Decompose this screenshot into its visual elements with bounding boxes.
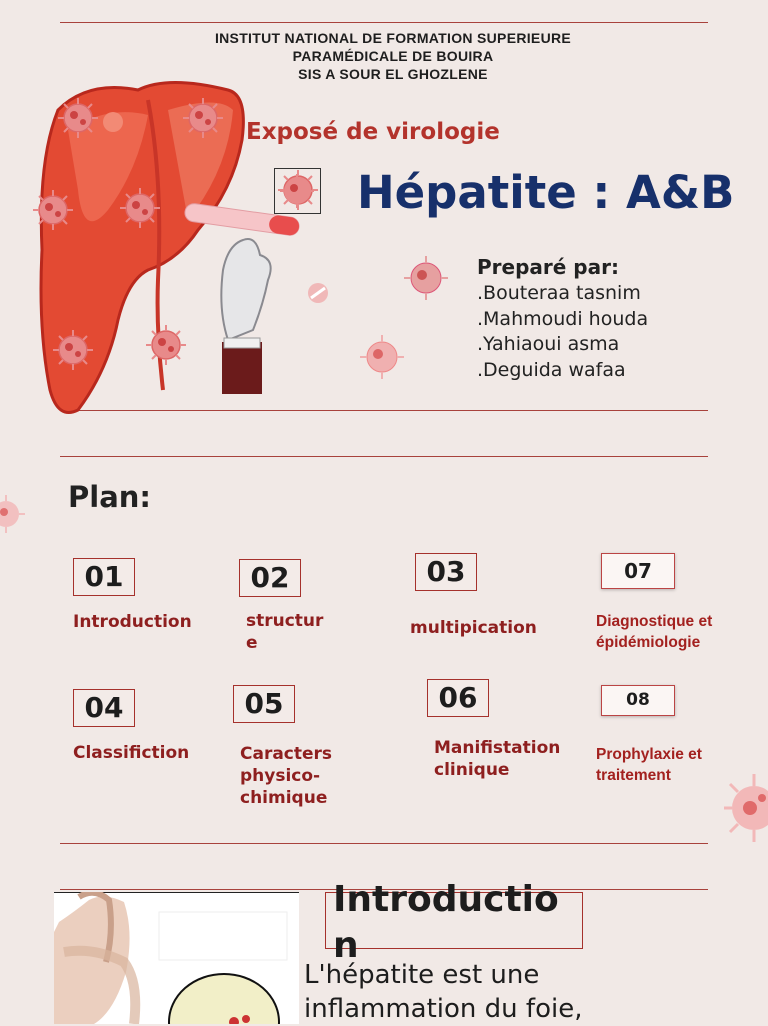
plan-item-label: Diagnostique et épidémiologie [596, 613, 713, 651]
plan-item-label: structur e [246, 611, 324, 653]
institution-line: PARAMÉDICALE DE BOUIRA [292, 48, 494, 64]
plan-item-label: Introduction [73, 612, 192, 632]
virus-icon [274, 168, 321, 214]
plan-item-label: Manifistation clinique [434, 738, 561, 780]
plan-number: 03 [415, 553, 477, 591]
plan-number: 04 [73, 689, 135, 727]
divider-top [60, 22, 708, 23]
institution-line: INSTITUT NATIONAL DE FORMATION SUPERIEURE [214, 30, 572, 46]
plan-number: 06 [427, 679, 489, 717]
plan-item-label: Classifiction [73, 743, 190, 763]
institution-line: SIS A SOUR EL GHOZLENE [298, 66, 488, 82]
author-name: .Mahmoudi houda [477, 307, 649, 330]
author-name: .Bouteraa tasnim [477, 282, 641, 304]
plan-number: 01 [73, 558, 135, 596]
cover-subtitle: Exposé de virologie [246, 119, 500, 145]
plan-item-label: Prophylaxie et traitement [596, 746, 702, 784]
plan-number: 02 [239, 559, 301, 597]
divider-plan-bottom [60, 843, 708, 844]
virus-icon [724, 764, 768, 852]
virus-icon [0, 494, 26, 534]
author-name: .Deguida wafaa [477, 358, 626, 381]
introduction-text: L'hépatite est une inflammation du foie, [304, 960, 583, 1024]
author-list [477, 281, 648, 383]
plan-number: 08 [601, 685, 675, 716]
author-name: .Yahiaoui asma [477, 333, 620, 355]
virus-icon [402, 254, 450, 302]
cover-title: Hépatite : A&B [357, 166, 735, 219]
plan-item-label: multipication [410, 618, 537, 638]
plan-item-label: Caracters physico- chimique [240, 744, 333, 808]
pill-icon [306, 282, 330, 304]
divider-plan-top [60, 456, 708, 457]
plan-number: 07 [601, 553, 675, 589]
plan-heading: Plan: [68, 480, 152, 514]
plan-number: 05 [233, 685, 295, 723]
prepared-by-label: Preparé par: [477, 255, 619, 279]
virus-icon [358, 333, 406, 381]
introduction-heading: Introduction [333, 879, 559, 966]
anatomy-illustration [54, 892, 299, 1024]
